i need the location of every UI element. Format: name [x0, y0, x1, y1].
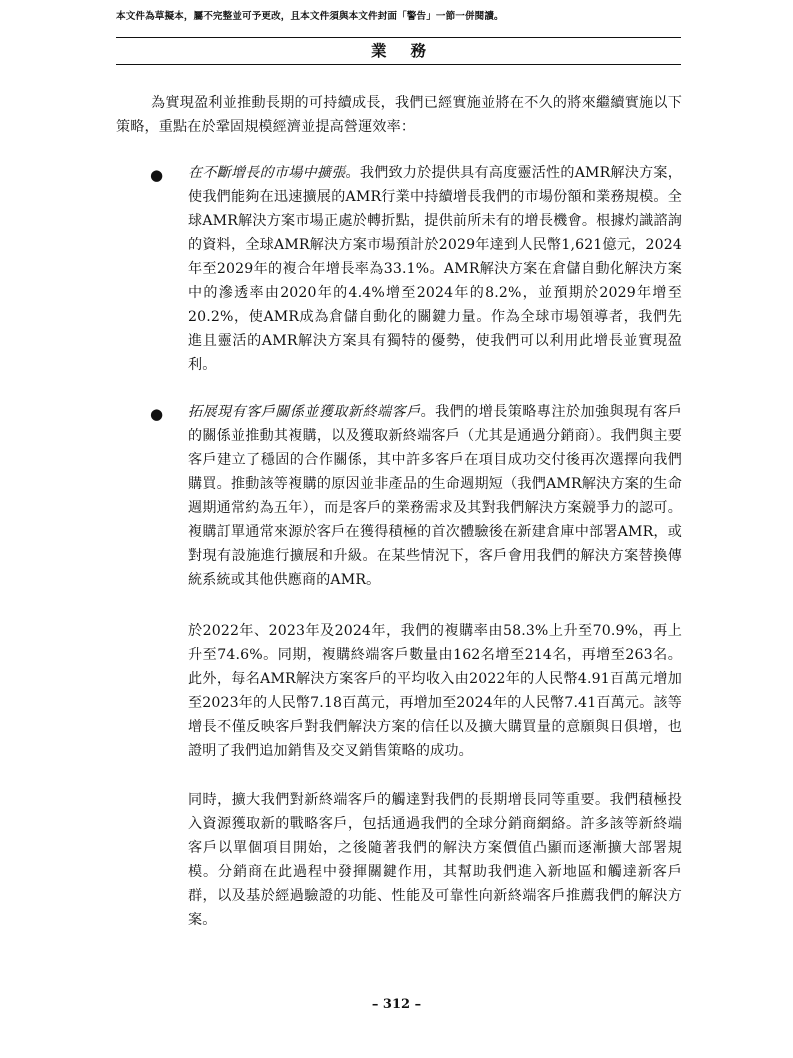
- bullet-marker: ●: [150, 166, 164, 184]
- repurchase-rate-paragraph: 於2022年、2023年及2024年，我們的複購率由58.3%上升至70.9%，再上升至74.6%。同期，複購終端客戶數量由162名增至214名，再增至263名。此外，每名AMR解決方案客戶的平均收入由2022年的人民幣4.91百萬元增加至2023年的人民幣7.18百萬元，再增加至2024年的人民幣7.41百萬元。該等增長不僅反映客戶對我們解決方案的信任以及擴大購買量的意願與日俱增，也證明了我們追加銷售及交叉銷售策略的成功。: [188, 623, 682, 759]
- page-number: – 312 –: [371, 997, 422, 1012]
- bullet-lead: 在不斷增長的市場中擴張: [188, 165, 346, 181]
- bullet-item-customer-relations: [188, 400, 682, 592]
- section-title: 業務: [370, 42, 450, 60]
- bullet-item-market-expansion: [188, 161, 682, 377]
- bullet-body: 。我們的增長策略專注於加強與現有客戶的關係並推動其複購，以及獲取新終端客戶（尤其是通過分銷商）。我們與主要客戶建立了穩固的合作關係，其中許多客戶在項目成功交付後再次選擇向我們購買。推動該等複購的原因並非產品的生命週期短（我們AMR解決方案的生命週期通常約為五年），而是客戶的業務需求及其對我們解決方案競爭力的認可。複購訂單通常來源於客戶在獲得積極的首次體驗後在新建倉庫中部署AMR，或對現有設施進行擴展和升級。在某些情況下，客戶會用我們的解決方案替換傳統系統或其他供應商的AMR。: [188, 404, 682, 588]
- bullet-marker: ●: [150, 405, 164, 423]
- new-customer-paragraph: 同時，擴大我們對新終端客戶的觸達對我們的長期增長同等重要。我們積極投入資源獲取新的戰略客戶，包括通過我們的全球分銷商網絡。許多該等新終端客戶以單個項目開始，之後隨著我們的解決方案價值凸顯而逐漸擴大部署規模。分銷商在此過程中發揮關鍵作用，其幫助我們進入新地區和觸達新客戶群，以及基於經過驗證的功能、性能及可靠性向新終端客戶推薦我們的解決方案。: [188, 792, 682, 928]
- header-rule-top: [116, 37, 681, 38]
- bullet-lead: 拓展現有客戶關係並獲取新終端客戶: [188, 404, 421, 420]
- intro-paragraph: 為實現盈利並推動長期的可持續成長，我們已經實施並將在不久的將來繼續實施以下策略，重點在於鞏固規模經濟並提高營運效率：: [116, 95, 682, 135]
- draft-warning-notice: 本文件為草擬本，屬不完整並可予更改，且本文件須與本文件封面「警告」一節一併閱讀。: [116, 11, 504, 22]
- header-rule-bottom: [116, 64, 681, 65]
- bullet-body: 。我們致力於提供具有高度靈活性的AMR解決方案，使我們能夠在迅速擴展的AMR行業中持續增長我們的市場份額和業務規模。全球AMR解決方案市場正處於轉折點，提供前所未有的增長機會。根據灼識諮詢的資料，全球AMR解決方案市場預計於2029年達到人民幣1,621億元，2024年至2029年的複合年增長率為33.1%。AMR解決方案在倉儲自動化解決方案中的滲透率由2020年的4.4%增至2024年的8.2%，並預期於2029年增至20.2%，使AMR成為倉儲自動化的關鍵力量。作為全球市場領導者，我們先進且靈活的AMR解決方案具有獨特的優勢，使我們可以利用此增長並實現盈利。: [188, 165, 682, 373]
